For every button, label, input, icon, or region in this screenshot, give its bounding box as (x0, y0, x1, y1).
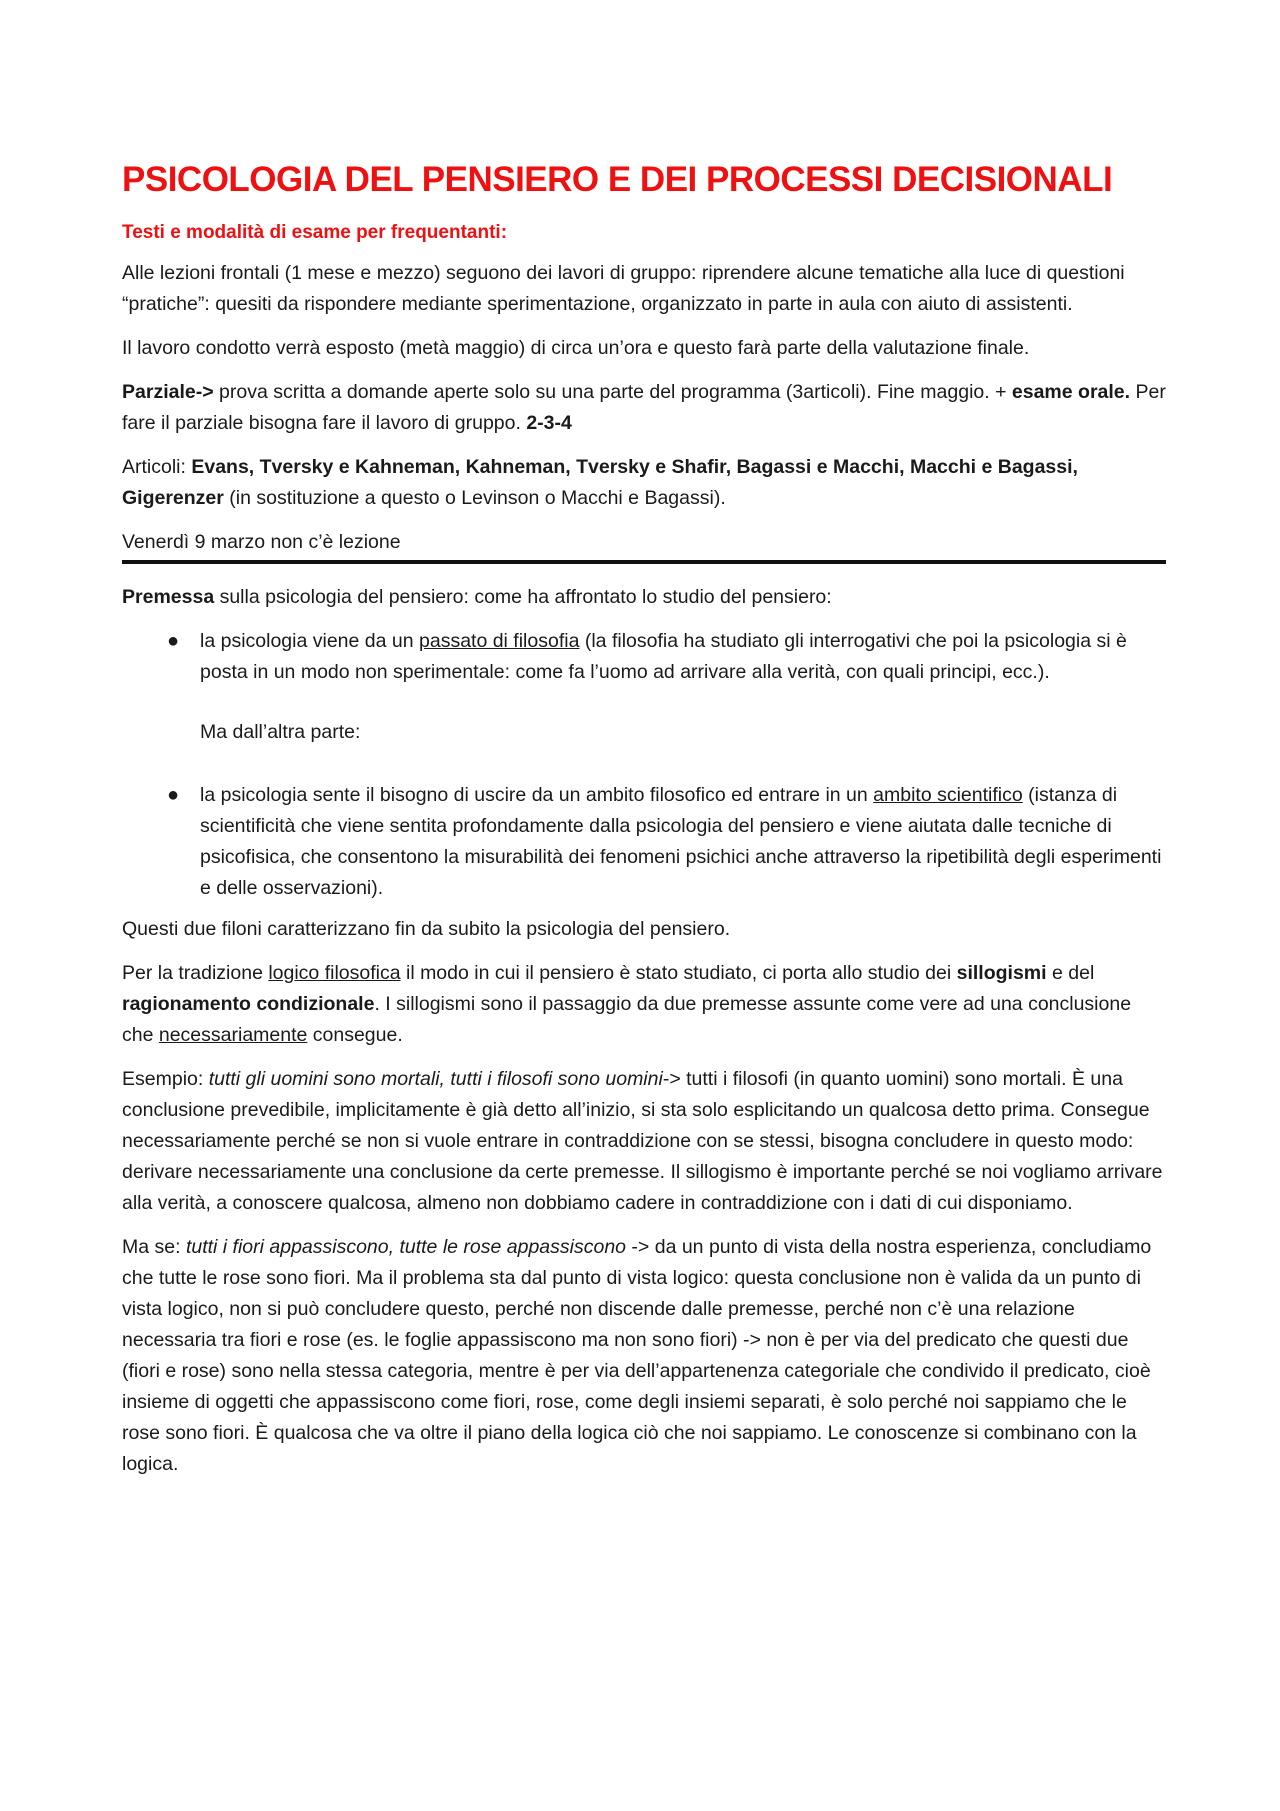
text-run: Ma se: (122, 1236, 186, 1258)
text-run: Per fare il parziale bisogna fare il lavoro di gruppo. (122, 381, 1166, 434)
paragraph-premessa (122, 582, 1166, 613)
bullet-item-scientifico (122, 780, 1166, 904)
text-run: (la filosofia ha studiato gli interrogativi che poi la psicologia si è posta in un modo non sperimentale: come fa l’uomo ad arrivare alla verità, con quali principi, ecc.). (200, 630, 1127, 683)
bullet-interlude: Ma dall’altra parte: (200, 721, 361, 743)
document-page (122, 150, 1166, 1493)
text-run: il modo in cui il pensiero è stato studiato, ci porta allo studio dei (400, 962, 957, 984)
italic-text: tutti gli uomini sono mortali, tutti i filosofi sono uomini (208, 1068, 663, 1090)
paragraph-parziale (122, 377, 1166, 439)
bold-text: esame orale. (1011, 381, 1131, 403)
text-run: sulla psicologia del pensiero: come ha affrontato lo studio del pensiero: (214, 586, 832, 608)
bullet-icon: ● (167, 784, 180, 806)
paragraph-filoni: Questi due filoni caratterizzano fin da subito la psicologia del pensiero. (122, 918, 731, 940)
bullet-list (122, 626, 1166, 688)
bullet-icon: ● (167, 630, 180, 652)
document-title: PSICOLOGIA DEL PENSIERO E DEI PROCESSI DECISIONALI (122, 160, 1113, 199)
text-run: prova scritta a domande aperte solo su una parte del programma (3articoli). Fine maggio. + (213, 381, 1012, 403)
text-run: (in sostituzione a questo o Levinson o Macchi e Bagassi). (223, 487, 726, 509)
paragraph-lavoro: Il lavoro condotto verrà esposto (metà maggio) di circa un’ora e questo farà parte della valutazione finale. (122, 337, 1030, 359)
text-run: Per la tradizione (122, 962, 269, 984)
text-run: la psicologia viene da un (200, 630, 419, 652)
text-run: la psicologia sente il bisogno di uscire da un ambito filosofico ed entrare in un (200, 784, 874, 806)
text-run: (istanza di scientificità che viene sentita profondamente dalla psicologia del pensiero e viene aiutata dalle tecniche di psicofisica, che consentono la misurabilità dei fenomeni psichici anche attraverso la ripetibilità degli esperimenti e delle osservazioni). (200, 784, 1162, 899)
text-run: Articoli: (122, 456, 192, 478)
text-run: consegue. (307, 1024, 403, 1046)
text-run: -> da un punto di vista della nostra esperienza, concludiamo che tutte le rose sono fiori. Ma il problema sta dal punto di vista logico: questa conclusione non è valida da un punto di vista logico, non si può concludere questo, perché non discende dalle premesse, perché non c’è una relazione necessaria tra fiori e rose (es. le foglie appassiscono ma non sono fiori) -> non è per via del predicato che questi due (fiori e rose) sono nella stessa categoria, mentre è per via dell’appartenenza categoriale che condivido il predicato, cioè insieme di oggetti che appassiscono come fiori, rose, come degli insiemi separati, è solo perché noi sappiamo che le rose sono fiori. È qualcosa che va oltre il piano della logica ciò che noi sappiamo. Le conoscenze si combinano con la logica. (122, 1236, 1152, 1475)
underlined-text: ambito scientifico (873, 784, 1023, 806)
bold-text: Premessa (122, 586, 215, 608)
bold-text: Evans, Tversky e Kahneman, Kahneman, Tversky e Shafir, Bagassi e Macchi, Macchi e Bagassi, Gigerenzer (122, 456, 1078, 509)
bold-text: Parziale-> (122, 381, 214, 403)
paragraph-lezioni: Alle lezioni frontali (1 mese e mezzo) seguono dei lavori di gruppo: riprendere alcune tematiche alla luce di questioni “pratiche”: quesiti da rispondere mediante sperimentazione, organizzato in parte in aula con aiuto di assistenti. (122, 262, 1125, 315)
bullet-list (122, 780, 1166, 904)
section-subtitle: Testi e modalità di esame per frequentanti: (122, 222, 508, 243)
bold-text: 2-3-4 (526, 412, 572, 434)
paragraph-venerdi-divider: Venerdì 9 marzo non c’è lezione (122, 527, 1166, 564)
underlined-text: passato di filosofia (419, 630, 580, 652)
underlined-text: logico filosofica (268, 962, 401, 984)
bullet-item-filosofia (122, 626, 1166, 688)
paragraph-tradizione (122, 958, 1166, 1051)
text-run: -> tutti i filosofi (in quanto uomini) sono mortali. È una conclusione prevedibile, implicitamente è già detto all’inizio, si sta solo esplicitando un qualcosa detto prima. Consegue necessariamente perché se non si vuole entrare in contraddizione con se stessi, bisogna concludere in questo modo: derivare necessariamente una conclusione da certe premesse. Il sillogismo è importante perché se noi vogliamo arrivare alla verità, a conoscere qualcosa, almeno non dobbiamo cadere in contraddizione con i dati di cui disponiamo. (122, 1068, 1163, 1214)
text-run: Esempio: (122, 1068, 209, 1090)
paragraph-articoli (122, 452, 1166, 514)
bold-text: ragionamento condizionale (122, 993, 375, 1015)
text-run: . I sillogismi sono il passaggio da due premesse assunte come vere ad una conclusione che (122, 993, 1132, 1046)
paragraph-esempio (122, 1064, 1166, 1219)
text-run: e del (1046, 962, 1095, 984)
bold-text: sillogismi (956, 962, 1047, 984)
underlined-text: necessariamente (158, 1024, 308, 1046)
italic-text: tutti i fiori appassiscono, tutte le rose appassiscono (185, 1236, 627, 1258)
paragraph-ma-se (122, 1232, 1166, 1480)
